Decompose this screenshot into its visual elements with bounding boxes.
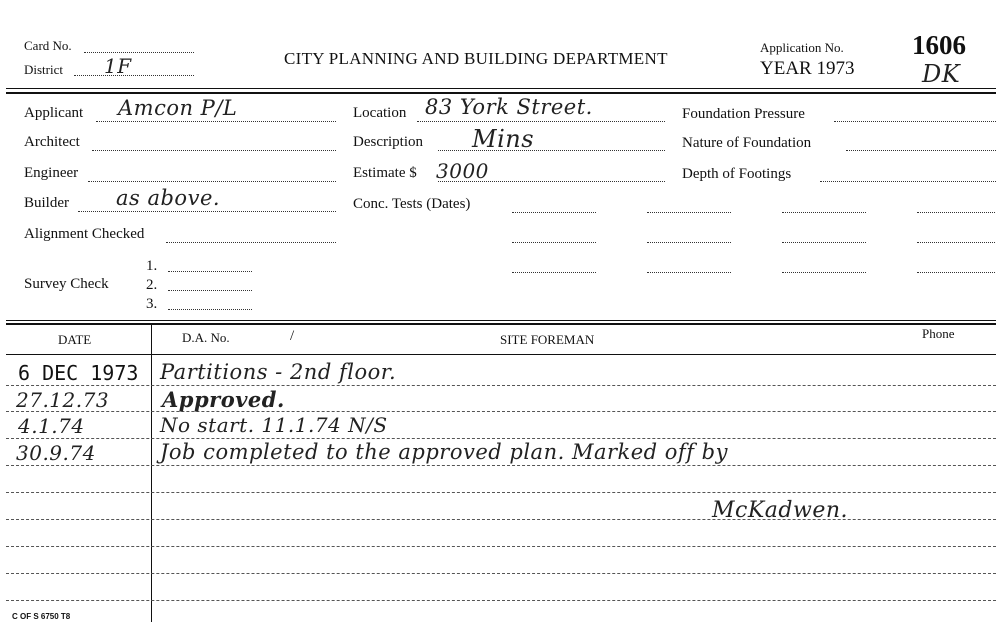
depth-footings-line [820,181,996,182]
log-rule-top [6,320,996,321]
builder-line [78,211,336,212]
log-line [6,465,996,466]
survey-label: Survey Check [24,276,109,292]
description-label: Description [353,134,423,150]
conc-line-3b [647,272,731,273]
entry-note: Approved. [162,387,285,412]
conc-line-2a [512,242,596,243]
header-rule-bottom [6,92,996,94]
conc-line-3a [512,272,596,273]
builder-label: Builder [24,195,69,211]
conc-line-2b [647,242,731,243]
department-title: CITY PLANNING AND BUILDING DEPARTMENT [284,49,668,68]
log-line [6,573,996,574]
foreman-signature: McKadwen. [712,498,848,523]
conc-line-2c [782,242,866,243]
card-no-line [84,52,194,53]
district-value: 1F [104,54,132,78]
depth-footings-label: Depth of Footings [682,166,792,182]
alignment-label: Alignment Checked [24,226,145,242]
architect-line [92,150,336,151]
log-rule-top-2 [6,323,996,325]
engineer-line [88,181,336,182]
nature-foundation-label: Nature of Foundation [682,135,812,151]
entry-date-stamp: 6 DEC 1973 [18,361,139,385]
foundation-pressure-label: Foundation Pressure [682,106,805,122]
application-number: 1606 [912,30,966,60]
estimate-value: 3000 [436,159,489,183]
location-value: 83 York Street. [425,95,593,119]
conc-line-3d [917,272,995,273]
conc-line-3c [782,272,866,273]
entry-date: 4.1.74 [18,414,85,438]
survey-line-3 [168,309,252,310]
log-line [6,438,996,439]
location-label: Location [353,105,407,121]
da-slash: / [290,328,295,344]
district-line [74,75,194,76]
applicant-value: Amcon P/L [118,96,238,120]
log-line [6,492,996,493]
conc-line-1a [512,212,596,213]
date-header: DATE [58,332,92,347]
log-line [6,385,996,386]
survey-line-1 [168,271,252,272]
conc-tests-label: Conc. Tests (Dates) [353,196,471,212]
survey-item-2: 2. [146,277,158,293]
application-no-label: Application No. [760,40,844,55]
applicant-label: Applicant [24,105,84,121]
da-no-header: D.A. No. [182,330,230,345]
log-line [6,600,996,601]
entry-date: 27.12.73 [16,388,110,412]
location-line [417,121,665,122]
survey-line-2 [168,290,252,291]
phone-header: Phone [922,326,955,341]
year-label: YEAR 1973 [760,58,855,79]
description-value: Mins [472,125,535,153]
initials-signature: DK [922,60,961,88]
conc-line-1d [917,212,995,213]
log-header-rule [6,354,996,355]
survey-item-3: 3. [146,296,158,312]
engineer-label: Engineer [24,165,79,181]
applicant-line [96,121,336,122]
entry-note: Partitions - 2nd floor. [160,360,397,384]
architect-label: Architect [24,134,80,150]
nature-foundation-line [846,150,996,151]
conc-line-1b [647,212,731,213]
entry-note: No start. 11.1.74 N/S [160,413,388,437]
estimate-label: Estimate $ [353,165,417,181]
builder-value: as above. [116,186,221,210]
form-code: C OF S 6750 T8 [12,612,71,621]
district-label: District [24,62,63,77]
site-foreman-header: SITE FOREMAN [500,332,595,347]
entry-date: 30.9.74 [16,441,96,465]
header-rule-top [6,88,996,89]
entry-note: Job completed to the approved plan. Marked off by [160,440,728,464]
log-line [6,546,996,547]
conc-line-2d [917,242,995,243]
alignment-line [166,242,336,243]
conc-line-1c [782,212,866,213]
card-no-label: Card No. [24,38,72,53]
survey-item-1: 1. [146,258,158,274]
foundation-pressure-line [834,121,996,122]
log-line [6,411,996,412]
log-column-divider [151,325,152,622]
